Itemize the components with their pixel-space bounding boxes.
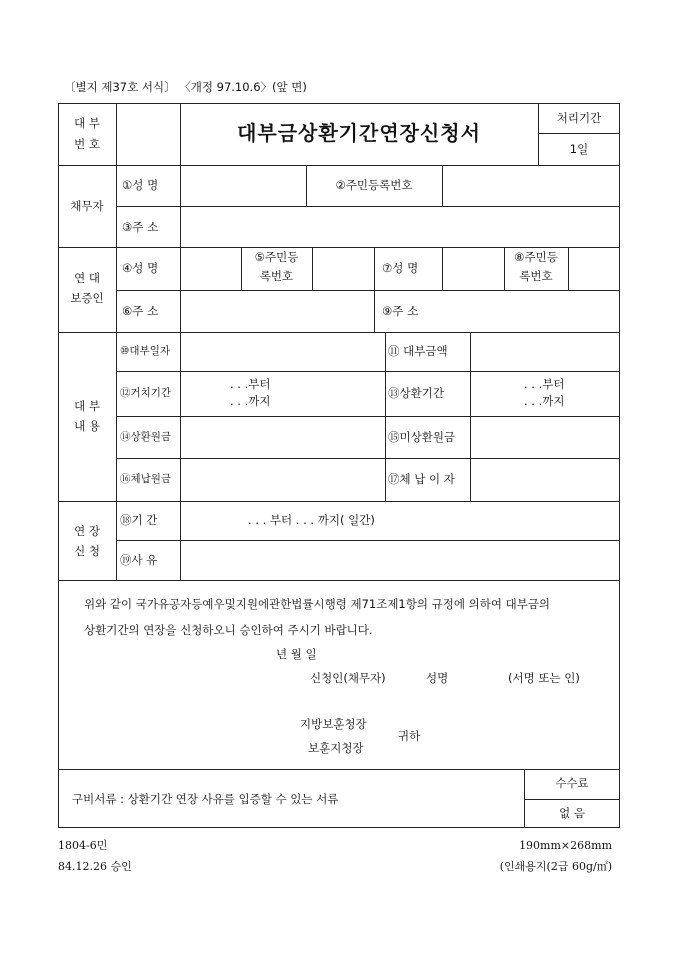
guarantor2-name-field[interactable]: [443, 248, 503, 289]
date-line[interactable]: 년 월 일: [276, 647, 317, 661]
debtor-rrn-label: ②주민등록번호: [335, 178, 413, 192]
guarantor1-rrn-label-2: 록번호: [259, 269, 294, 283]
form-reference: 〔별지 제37호 서식〕 〈개정 97.10.6〉(앞 면): [64, 80, 307, 94]
guarantor-section-label: 연 대: [74, 271, 100, 285]
unpaid-principal-field[interactable]: [471, 417, 619, 457]
repaid-principal-field[interactable]: [181, 417, 384, 457]
guarantor2-address-field[interactable]: [443, 291, 619, 331]
debtor-name-label: ①성 명: [122, 178, 159, 192]
form-code: 1804-6민: [58, 839, 108, 852]
guarantor2-rrn-label-2: 록번호: [519, 269, 553, 283]
repayment-from: . . .부터: [524, 377, 565, 391]
guarantor1-address-field[interactable]: [181, 291, 373, 331]
guarantor2-rrn-label: ⑧주민등: [514, 250, 558, 264]
overdue-interest-label: ⑰체 납 이 자: [388, 472, 455, 486]
paper-size: 190mm×268mm: [519, 839, 612, 852]
loan-number-field[interactable]: [117, 104, 179, 164]
loan-amount-label: ⑪ 대부금액: [388, 344, 448, 358]
debtor-address-label: ③주 소: [122, 220, 159, 234]
extension-reason-field[interactable]: [181, 541, 619, 579]
extension-period-label: ⑱기 간: [120, 513, 158, 527]
loan-number-label: 대 부: [74, 116, 100, 130]
processing-period-value: 1일: [569, 142, 589, 156]
fee-label: 수수료: [555, 776, 589, 790]
loan-date-field[interactable]: [181, 333, 384, 370]
overdue-principal-label: ⑯체납원금: [120, 473, 172, 485]
guarantor2-name-label: ⑦성 명: [382, 261, 419, 275]
approval-date: 84.12.26 승인: [58, 860, 132, 873]
grace-from: . . .부터: [230, 377, 271, 391]
repayment-period-label: ⑬상환기간: [388, 386, 444, 400]
required-documents: 구비서류 : 상환기간 연장 사유를 입증할 수 있는 서류: [72, 792, 339, 806]
applicant-label: 신청인(채무자): [310, 671, 386, 685]
guarantor1-name-label: ④성 명: [122, 261, 159, 275]
overdue-principal-field[interactable]: [181, 459, 384, 500]
extension-reason-label: ⑲사 유: [120, 553, 158, 567]
unpaid-principal-label: ⑮미상환원금: [388, 430, 456, 444]
form-title: 대부금상환기간연장신청서: [237, 121, 481, 145]
extension-section-label-2: 신 청: [74, 544, 100, 558]
repaid-principal-label: ⑭상환원금: [120, 431, 172, 443]
guarantor1-rrn-label: ⑤주민등: [254, 250, 299, 264]
debtor-address-field[interactable]: [181, 207, 619, 246]
guarantor2-rrn-field[interactable]: [569, 248, 619, 289]
loan-section-label: 대 부: [74, 399, 100, 413]
statement-line-2: 상환기간의 연장을 신청하오니 승인하여 주시기 바랍니다.: [84, 623, 373, 637]
extension-section-label: 연 장: [74, 524, 100, 538]
loan-date-label: ⑩대부일자: [120, 345, 170, 357]
debtor-name-field[interactable]: [181, 166, 305, 205]
guarantor2-address-label: ⑨주 소: [382, 304, 419, 318]
loan-amount-field[interactable]: [471, 333, 619, 370]
fee-value: 없 음: [559, 806, 585, 820]
debtor-rrn-field[interactable]: [443, 166, 619, 205]
extension-period-value[interactable]: . . . 부터 . . . 까지( 일간): [248, 513, 375, 527]
office-branch: 보훈지청장: [308, 741, 364, 755]
processing-period-label: 처리기간: [556, 111, 602, 125]
guarantor1-rrn-field[interactable]: [313, 248, 373, 289]
office-regional: 지방보훈청장: [300, 717, 367, 731]
guarantor-section-label-2: 보증인: [70, 291, 104, 305]
loan-section-label-2: 내 용: [74, 419, 100, 433]
paper-spec: (인쇄용지(2급 60g/㎡): [499, 860, 612, 873]
grace-to: . . .까지: [230, 394, 271, 408]
debtor-section-label: 채무자: [70, 199, 104, 213]
repayment-to: . . .까지: [524, 394, 565, 408]
grace-period-label: ⑫거치기간: [120, 387, 172, 399]
signature-seal[interactable]: (서명 또는 인): [508, 671, 580, 685]
statement-line-1: 위와 같이 국가유공자등예우및지원에관한법률시행령 제71조제1항의 규정에 의하여 대부금의: [84, 597, 551, 611]
guarantor1-address-label: ⑥주 소: [122, 304, 159, 318]
honorific: 귀하: [398, 729, 421, 743]
overdue-interest-field[interactable]: [471, 459, 619, 500]
application-form: [58, 103, 620, 828]
guarantor1-name-field[interactable]: [181, 248, 240, 289]
applicant-name-label: 성명: [426, 671, 449, 685]
loan-number-label-2: 번 호: [74, 137, 100, 151]
